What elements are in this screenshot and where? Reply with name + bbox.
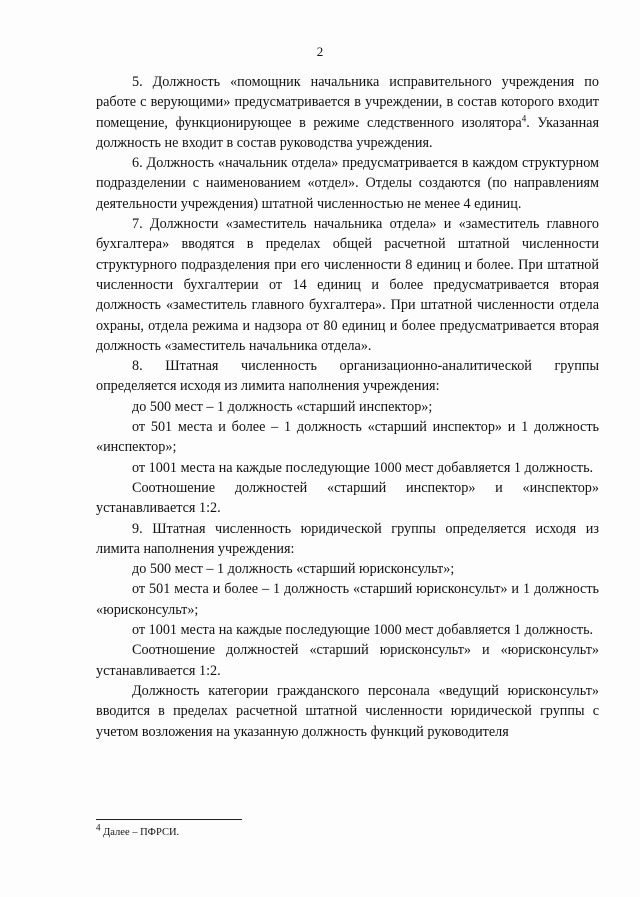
ratio-paragraph: Соотношение должностей «старший инспектор» и «инспектор» устанавливается 1:2.	[96, 479, 599, 517]
list-item: от 1001 места на каждые последующие 1000 мест добавляется 1 должность.	[132, 622, 594, 639]
footnote-marker: 4	[96, 822, 101, 833]
list-item: от 501 места и более – 1 должность «старший инспектор» и 1 должность «инспектор»;	[96, 419, 599, 456]
paragraph-5-continuation: Указанная должность не входит в состав руководства учреждения.	[96, 114, 600, 151]
paragraph-6: 6. Должность «начальник отдела» предусматривается в каждом структурном подразделении с наименованием «отдел». Отделы создаются (по направлениям деятельности учреждения) штатной численностью не менее 4 единиц.	[96, 155, 599, 212]
footnote	[96, 822, 180, 838]
paragraph-5-text: 5. Должность «помощник начальника исправительного учреждения по работе с верующими» предусматривается в учреждении, в состав которого входит помещение, функционирующее в режиме следственного изолятора	[96, 74, 599, 131]
list-item: до 500 мест – 1 должность «старший инспектор»;	[132, 398, 433, 415]
list-item: от 501 места и более – 1 должность «старший юрисконсульт» и 1 должность «юрисконсульт»;	[96, 581, 599, 618]
document-body	[96, 72, 599, 742]
paragraph-5: 5. Должность «помощник начальника исправительного учреждения по работе с верующими» предусматривается в учреждении, в состав которого входит помещение, функционирующее в режиме следственного изолятора$^4$. Указанная должность не входит в состав руководства учреждения.	[96, 74, 600, 151]
page-number: 2	[316, 44, 324, 59]
footnote-divider	[96, 819, 242, 820]
list-item: до 500 мест – 1 должность «старший юрисконсульт»;	[132, 561, 455, 578]
list-item: от 1001 места на каждые последующие 1000 мест добавляется 1 должность.	[132, 459, 594, 476]
paragraph-7: 7. Должности «заместитель начальника отдела» и «заместитель главного бухгалтера» вводятся в пределах общей расчетной штатной численности структурного подразделения при его численности 8 единиц и более. При штатной численности бухгалтерии от 14 единиц и более предусматривается вторая должность «заместитель главного бухгалтера». При штатной численности отдела охраны, отдела режима и надзора от 80 единиц и более предусматривается вторая должность «заместитель начальника отдела».	[96, 216, 599, 354]
footnote-text: Далее – ПФРСИ.	[103, 827, 180, 838]
footnote-reference: 4	[521, 112, 527, 123]
paragraph-9: 9. Штатная численность юридической группы определяется исходя из лимита наполнения учреждения:	[96, 520, 599, 557]
ratio-paragraph: Соотношение должностей «старший юрисконсульт» и «юрисконсульт» устанавливается 1:2.	[96, 642, 599, 679]
paragraph-8: 8. Штатная численность организационно-аналитической группы определяется исходя из лимита наполнения учреждения:	[96, 358, 599, 395]
paragraph-legal-counsel: Должность категории гражданского персонала «ведущий юрисконсульт» вводится в пределах расчетной штатной численности юридической группы с учетом возложения на указанную должность функций руководителя	[96, 682, 599, 740]
